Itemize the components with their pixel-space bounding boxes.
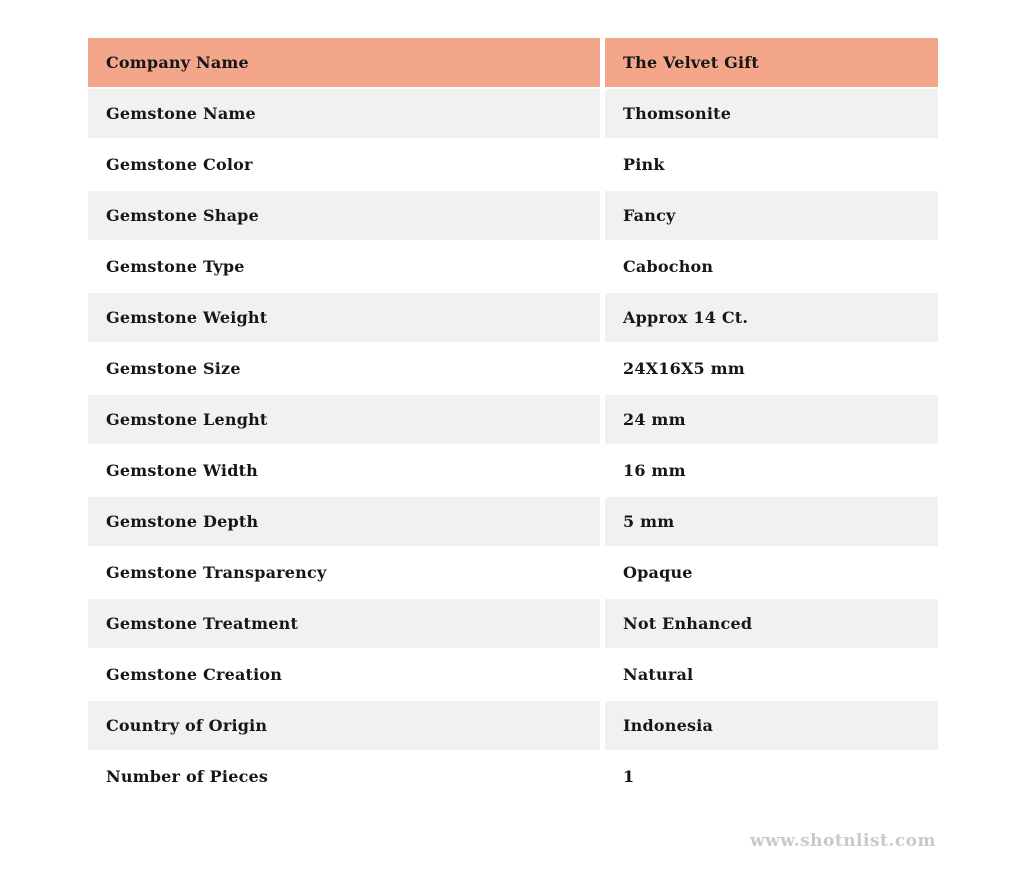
table-row: [88, 701, 938, 750]
row-label-cell: [88, 446, 600, 495]
row-label: Gemstone Width: [106, 461, 259, 480]
table-body: [88, 89, 938, 801]
row-value-cell: [605, 446, 938, 495]
row-value-cell: [605, 89, 938, 138]
header-label-cell: [88, 38, 600, 87]
row-value-cell: [605, 701, 938, 750]
row-label: Gemstone Shape: [106, 206, 259, 225]
row-value: Cabochon: [623, 257, 714, 276]
table-row: [88, 293, 938, 342]
row-label-cell: [88, 599, 600, 648]
row-label: Gemstone Color: [106, 155, 253, 174]
row-label-cell: [88, 293, 600, 342]
table-row: [88, 395, 938, 444]
row-value: 24X16X5 mm: [623, 359, 745, 378]
row-value: Indonesia: [623, 716, 714, 735]
row-value: Opaque: [623, 563, 693, 582]
row-value: Thomsonite: [623, 104, 732, 123]
row-value: 5 mm: [623, 512, 675, 531]
row-value: Pink: [623, 155, 665, 174]
table-header-row: [88, 38, 938, 87]
row-value-cell: [605, 650, 938, 699]
row-value-cell: [605, 395, 938, 444]
row-label-cell: [88, 650, 600, 699]
row-value-cell: [605, 140, 938, 189]
row-label: Number of Pieces: [106, 767, 269, 786]
company-name-value: The Velvet Gift: [623, 53, 759, 72]
row-value: 1: [623, 767, 635, 786]
row-value-cell: [605, 599, 938, 648]
table-row: [88, 344, 938, 393]
table-row: [88, 140, 938, 189]
row-label-cell: [88, 191, 600, 240]
row-label: Gemstone Type: [106, 257, 245, 276]
row-value: 16 mm: [623, 461, 686, 480]
company-name-label: Company Name: [106, 53, 249, 72]
table-row: [88, 89, 938, 138]
table-row: [88, 548, 938, 597]
row-label-cell: [88, 242, 600, 291]
table-row: [88, 650, 938, 699]
row-value-cell: [605, 344, 938, 393]
header-value-cell: [605, 38, 938, 87]
table-row: [88, 446, 938, 495]
row-label: Gemstone Treatment: [106, 614, 299, 633]
row-label-cell: [88, 497, 600, 546]
row-label-cell: [88, 395, 600, 444]
row-value: Natural: [623, 665, 694, 684]
row-label: Gemstone Lenght: [106, 410, 268, 429]
row-label-cell: [88, 344, 600, 393]
row-label: Gemstone Size: [106, 359, 241, 378]
table-row: [88, 191, 938, 240]
row-value-cell: [605, 293, 938, 342]
row-label: Gemstone Weight: [106, 308, 268, 327]
row-label: Gemstone Name: [106, 104, 256, 123]
row-label: Gemstone Depth: [106, 512, 259, 531]
table-row: [88, 599, 938, 648]
row-value: 24 mm: [623, 410, 686, 429]
table-row: [88, 242, 938, 291]
row-value: Approx 14 Ct.: [623, 308, 749, 327]
row-label-cell: [88, 752, 600, 801]
table-row: [88, 752, 938, 801]
row-value-cell: [605, 242, 938, 291]
row-value: Fancy: [623, 206, 676, 225]
row-label-cell: [88, 140, 600, 189]
watermark-text: www.shotnlist.com: [749, 831, 936, 851]
row-label-cell: [88, 548, 600, 597]
row-value-cell: [605, 548, 938, 597]
row-value-cell: [605, 752, 938, 801]
row-label-cell: [88, 701, 600, 750]
row-value-cell: [605, 497, 938, 546]
row-value: Not Enhanced: [623, 614, 753, 633]
row-value-cell: [605, 191, 938, 240]
row-label: Gemstone Creation: [106, 665, 283, 684]
gemstone-spec-table: [88, 38, 938, 803]
row-label: Gemstone Transparency: [106, 563, 327, 582]
row-label: Country of Origin: [106, 716, 268, 735]
row-label-cell: [88, 89, 600, 138]
table-row: [88, 497, 938, 546]
